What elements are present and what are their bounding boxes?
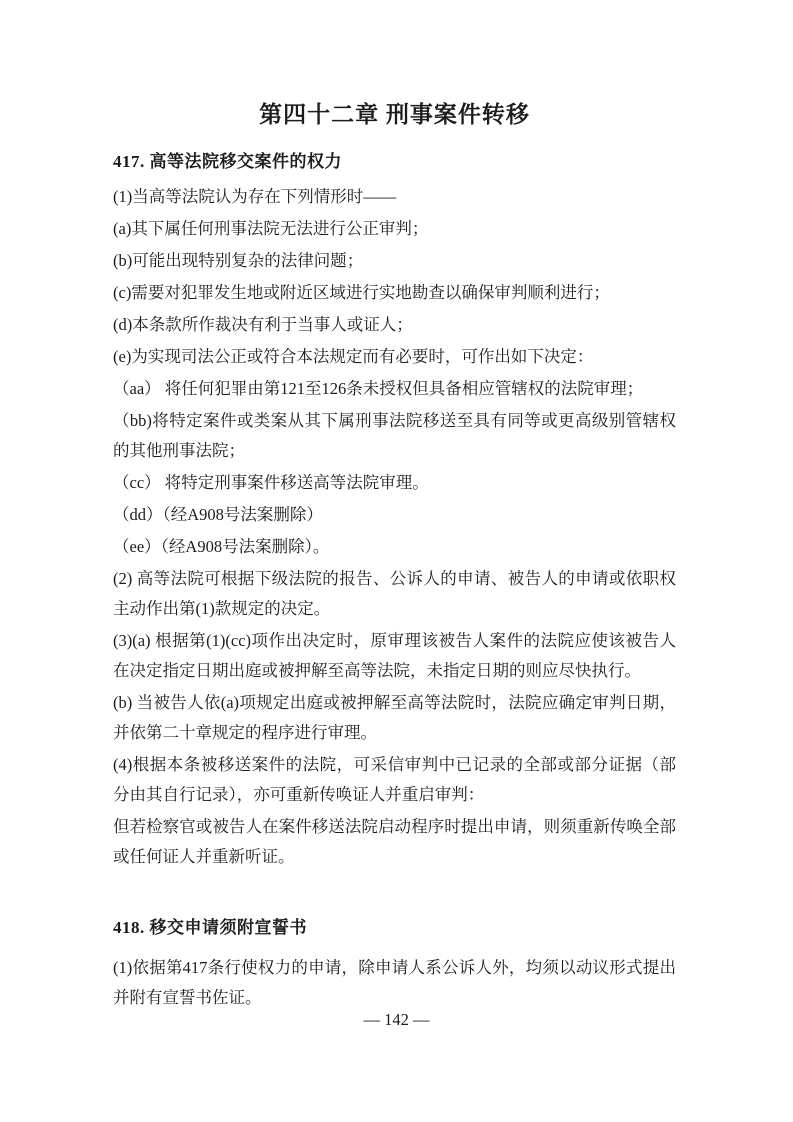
chapter-title: 第四十二章 刑事案件转移 <box>259 102 530 127</box>
paragraph: (2) 高等法院可根据下级法院的报告、公诉人的申请、被告人的申请或依职权主动作出第(1)款规定的决定。 <box>113 569 676 618</box>
section-418 <box>113 913 676 1013</box>
paragraph: (b) 当被告人依(a)项规定出庭或被押解至高等法院时，法院应确定审判日期，并依第二十章规定的程序进行审理。 <box>113 693 676 742</box>
section-418-heading: 418. 移交申请须附宣誓书 <box>113 918 307 937</box>
paragraph: （cc） 将特定刑事案件移送高等法院审理。 <box>113 473 429 492</box>
paragraph: 但若检察官或被告人在案件移送法院启动程序时提出申请，则须重新传唤全部或任何证人并重新听证。 <box>113 817 676 866</box>
paragraph: (b)可能出现特别复杂的法律问题； <box>113 251 364 270</box>
paragraph: (a)其下属任何刑事法院无法进行公正审判； <box>113 219 429 238</box>
page-content <box>113 99 676 1015</box>
page-number: — 142 — <box>363 1010 430 1029</box>
paragraph: （dd）（经A908号法案删除） <box>113 505 323 524</box>
paragraph: (4)根据本条被移送案件的法院，可采信审判中已记录的全部或部分证据（部分由其自行记录），亦可重新传唤证人并重启审判： <box>113 755 676 804</box>
paragraph: (1)当高等法院认为存在下列情形时—— <box>113 187 397 206</box>
section-417 <box>113 147 676 872</box>
paragraph: （aa） 将任何犯罪由第121至126条未授权但具备相应管辖权的法院审理； <box>113 379 644 398</box>
paragraph: (1)依据第417条行使权力的申请，除申请人系公诉人外，均须以动议形式提出并附有宣誓书佐证。 <box>113 958 676 1007</box>
section-417-heading: 417. 高等法院移交案件的权力 <box>113 152 342 171</box>
paragraph: （bb)将特定案件或类案从其下属刑事法院移送至具有同等或更高级别管辖权的其他刑事法院； <box>113 411 676 460</box>
paragraph: (3)(a) 根据第(1)(cc)项作出决定时，原审理该被告人案件的法院应使该被告人在决定指定日期出庭或被押解至高等法院，未指定日期的则应尽快执行。 <box>113 631 676 680</box>
paragraph: (e)为实现司法公正或符合本法规定而有必要时，可作出如下决定： <box>113 347 594 366</box>
paragraph: (c)需要对犯罪发生地或附近区域进行实地勘查以确保审判顺利进行； <box>113 283 610 302</box>
paragraph: （ee）（经A908号法案删除）。 <box>113 537 330 556</box>
paragraph: (d)本条款所作裁决有利于当事人或证人； <box>113 315 413 334</box>
